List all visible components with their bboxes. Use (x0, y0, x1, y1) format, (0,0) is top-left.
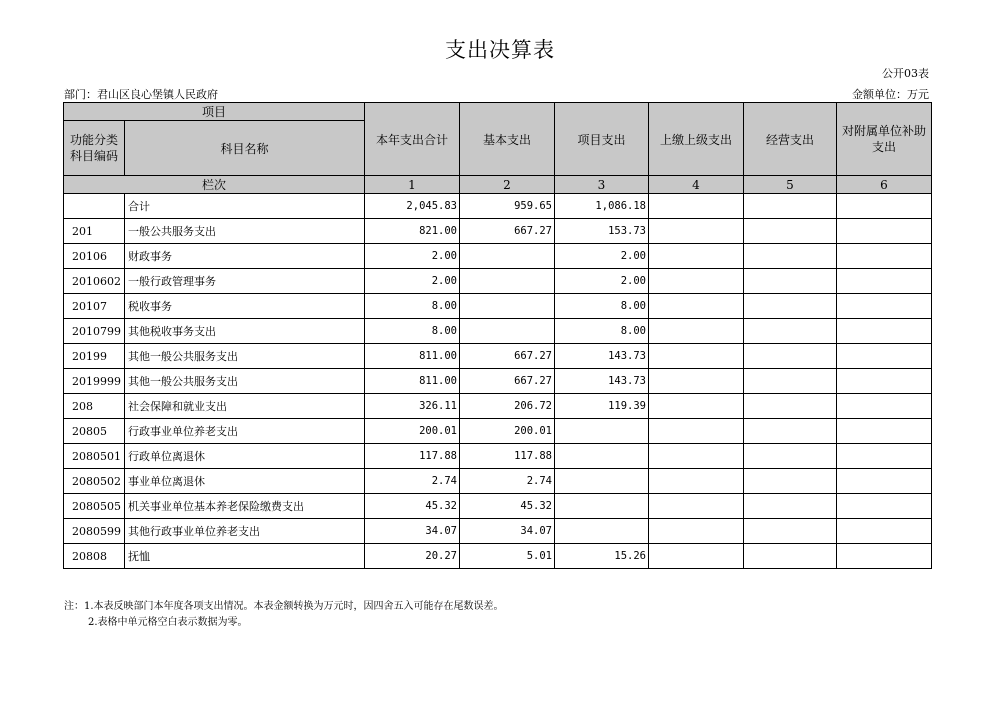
row-project-cell: 153.73 (555, 219, 649, 244)
unit-label: 金额单位：万元 (852, 88, 929, 101)
row-subsidy-cell (837, 444, 932, 469)
footnote-1: 注：1.本表反映部门本年度各项支出情况。本表金额转换为万元时，因四舍五入可能存在尾数误差。 (64, 601, 504, 612)
row-basic-cell (460, 269, 555, 294)
row-name-cell: 合计 (125, 194, 365, 219)
row-subsidy-cell (837, 469, 932, 494)
table-row (64, 494, 932, 519)
row-basic-cell: 5.01 (460, 544, 555, 569)
row-code-cell: 2080505 (64, 494, 125, 519)
row-upper-cell (649, 219, 744, 244)
row-project-cell (555, 469, 649, 494)
expenditure-table (63, 102, 932, 569)
row-business-cell (744, 269, 837, 294)
row-project-cell: 8.00 (555, 294, 649, 319)
lane-number: 6 (837, 176, 932, 194)
table-row (64, 294, 932, 319)
row-subsidy-cell (837, 194, 932, 219)
header-upper: 上缴上级支出 (649, 103, 744, 176)
table-row (64, 344, 932, 369)
row-subsidy-cell (837, 519, 932, 544)
row-code-cell: 20106 (64, 244, 125, 269)
row-basic-cell: 667.27 (460, 219, 555, 244)
row-total-cell: 811.00 (365, 344, 460, 369)
row-project-cell (555, 444, 649, 469)
footnotes (64, 599, 504, 631)
row-project-cell: 8.00 (555, 319, 649, 344)
row-basic-cell: 117.88 (460, 444, 555, 469)
row-total-cell: 326.11 (365, 394, 460, 419)
row-basic-cell: 667.27 (460, 369, 555, 394)
row-upper-cell (649, 444, 744, 469)
lane-number: 3 (555, 176, 649, 194)
row-code-cell: 201 (64, 219, 125, 244)
row-code-cell: 20805 (64, 419, 125, 444)
table-row (64, 194, 932, 219)
row-basic-cell: 667.27 (460, 344, 555, 369)
row-upper-cell (649, 494, 744, 519)
row-total-cell: 2,045.83 (365, 194, 460, 219)
row-total-cell: 8.00 (365, 294, 460, 319)
table-row (64, 369, 932, 394)
header-subsidy: 对附属单位补助支出 (837, 103, 932, 176)
row-name-cell: 其他一般公共服务支出 (125, 369, 365, 394)
row-name-cell: 行政单位离退休 (125, 444, 365, 469)
row-code-cell: 20107 (64, 294, 125, 319)
row-basic-cell: 959.65 (460, 194, 555, 219)
row-project-cell (555, 494, 649, 519)
row-business-cell (744, 194, 837, 219)
table-row (64, 394, 932, 419)
table-row (64, 519, 932, 544)
row-code-cell: 208 (64, 394, 125, 419)
row-upper-cell (649, 269, 744, 294)
row-subsidy-cell (837, 494, 932, 519)
row-subsidy-cell (837, 319, 932, 344)
row-business-cell (744, 244, 837, 269)
row-business-cell (744, 369, 837, 394)
row-upper-cell (649, 194, 744, 219)
row-code-cell: 2080599 (64, 519, 125, 544)
row-upper-cell (649, 419, 744, 444)
row-subsidy-cell (837, 294, 932, 319)
row-upper-cell (649, 369, 744, 394)
row-code-cell: 2019999 (64, 369, 125, 394)
row-basic-cell: 45.32 (460, 494, 555, 519)
header-business: 经营支出 (744, 103, 837, 176)
row-name-cell: 其他一般公共服务支出 (125, 344, 365, 369)
row-subsidy-cell (837, 219, 932, 244)
row-subsidy-cell (837, 369, 932, 394)
row-upper-cell (649, 319, 744, 344)
row-subsidy-cell (837, 269, 932, 294)
row-code-cell: 2010799 (64, 319, 125, 344)
table-row (64, 469, 932, 494)
row-name-cell: 其他税收事务支出 (125, 319, 365, 344)
row-code-cell (64, 194, 125, 219)
row-name-cell: 一般公共服务支出 (125, 219, 365, 244)
header-func-code: 功能分类科目编码 (64, 121, 125, 176)
row-name-cell: 社会保障和就业支出 (125, 394, 365, 419)
row-project-cell: 1,086.18 (555, 194, 649, 219)
row-project-cell (555, 519, 649, 544)
row-upper-cell (649, 344, 744, 369)
row-name-cell: 税收事务 (125, 294, 365, 319)
table-row (64, 244, 932, 269)
row-subsidy-cell (837, 419, 932, 444)
header-subject-name: 科目名称 (125, 121, 365, 176)
row-upper-cell (649, 294, 744, 319)
row-upper-cell (649, 544, 744, 569)
row-project-cell: 2.00 (555, 269, 649, 294)
table-row (64, 419, 932, 444)
row-total-cell: 45.32 (365, 494, 460, 519)
lane-number: 5 (744, 176, 837, 194)
form-code: 公开03表 (882, 67, 929, 80)
row-total-cell: 200.01 (365, 419, 460, 444)
row-business-cell (744, 519, 837, 544)
table-row (64, 319, 932, 344)
row-basic-cell: 200.01 (460, 419, 555, 444)
row-code-cell: 20808 (64, 544, 125, 569)
row-business-cell (744, 344, 837, 369)
row-basic-cell (460, 294, 555, 319)
row-subsidy-cell (837, 394, 932, 419)
row-basic-cell: 206.72 (460, 394, 555, 419)
row-code-cell: 20199 (64, 344, 125, 369)
row-upper-cell (649, 244, 744, 269)
row-basic-cell (460, 244, 555, 269)
row-basic-cell: 34.07 (460, 519, 555, 544)
row-project-cell: 15.26 (555, 544, 649, 569)
row-upper-cell (649, 519, 744, 544)
row-name-cell: 一般行政管理事务 (125, 269, 365, 294)
row-business-cell (744, 219, 837, 244)
row-project-cell: 143.73 (555, 369, 649, 394)
lane-number: 2 (460, 176, 555, 194)
lane-number: 4 (649, 176, 744, 194)
report-title: 支出决算表 (445, 38, 555, 62)
table-row (64, 219, 932, 244)
header-basic: 基本支出 (460, 103, 555, 176)
header-total: 本年支出合计 (365, 103, 460, 176)
row-project-cell (555, 419, 649, 444)
row-subsidy-cell (837, 544, 932, 569)
row-upper-cell (649, 469, 744, 494)
row-subsidy-cell (837, 344, 932, 369)
row-business-cell (744, 394, 837, 419)
row-business-cell (744, 319, 837, 344)
table-row (64, 269, 932, 294)
row-total-cell: 2.74 (365, 469, 460, 494)
row-name-cell: 行政事业单位养老支出 (125, 419, 365, 444)
header-project: 项目支出 (555, 103, 649, 176)
row-total-cell: 34.07 (365, 519, 460, 544)
row-code-cell: 2010602 (64, 269, 125, 294)
row-business-cell (744, 544, 837, 569)
row-name-cell: 事业单位离退休 (125, 469, 365, 494)
row-basic-cell (460, 319, 555, 344)
table-row (64, 544, 932, 569)
row-business-cell (744, 469, 837, 494)
table-row (64, 444, 932, 469)
department-label: 部门：君山区良心堡镇人民政府 (64, 88, 218, 101)
row-total-cell: 8.00 (365, 319, 460, 344)
row-name-cell: 抚恤 (125, 544, 365, 569)
row-total-cell: 811.00 (365, 369, 460, 394)
row-project-cell: 119.39 (555, 394, 649, 419)
row-business-cell (744, 419, 837, 444)
row-basic-cell: 2.74 (460, 469, 555, 494)
row-name-cell: 其他行政事业单位养老支出 (125, 519, 365, 544)
row-business-cell (744, 444, 837, 469)
row-total-cell: 2.00 (365, 244, 460, 269)
row-name-cell: 机关事业单位基本养老保险缴费支出 (125, 494, 365, 519)
footnote-2: 2.表格中单元格空白表示数据为零。 (88, 617, 248, 628)
row-subsidy-cell (837, 244, 932, 269)
row-total-cell: 20.27 (365, 544, 460, 569)
row-business-cell (744, 294, 837, 319)
row-total-cell: 117.88 (365, 444, 460, 469)
row-business-cell (744, 494, 837, 519)
row-code-cell: 2080501 (64, 444, 125, 469)
lane-number: 1 (365, 176, 460, 194)
row-name-cell: 财政事务 (125, 244, 365, 269)
row-project-cell: 2.00 (555, 244, 649, 269)
row-total-cell: 2.00 (365, 269, 460, 294)
row-code-cell: 2080502 (64, 469, 125, 494)
lane-label: 栏次 (64, 176, 365, 194)
row-total-cell: 821.00 (365, 219, 460, 244)
row-upper-cell (649, 394, 744, 419)
header-group-project: 项目 (64, 103, 365, 121)
row-project-cell: 143.73 (555, 344, 649, 369)
